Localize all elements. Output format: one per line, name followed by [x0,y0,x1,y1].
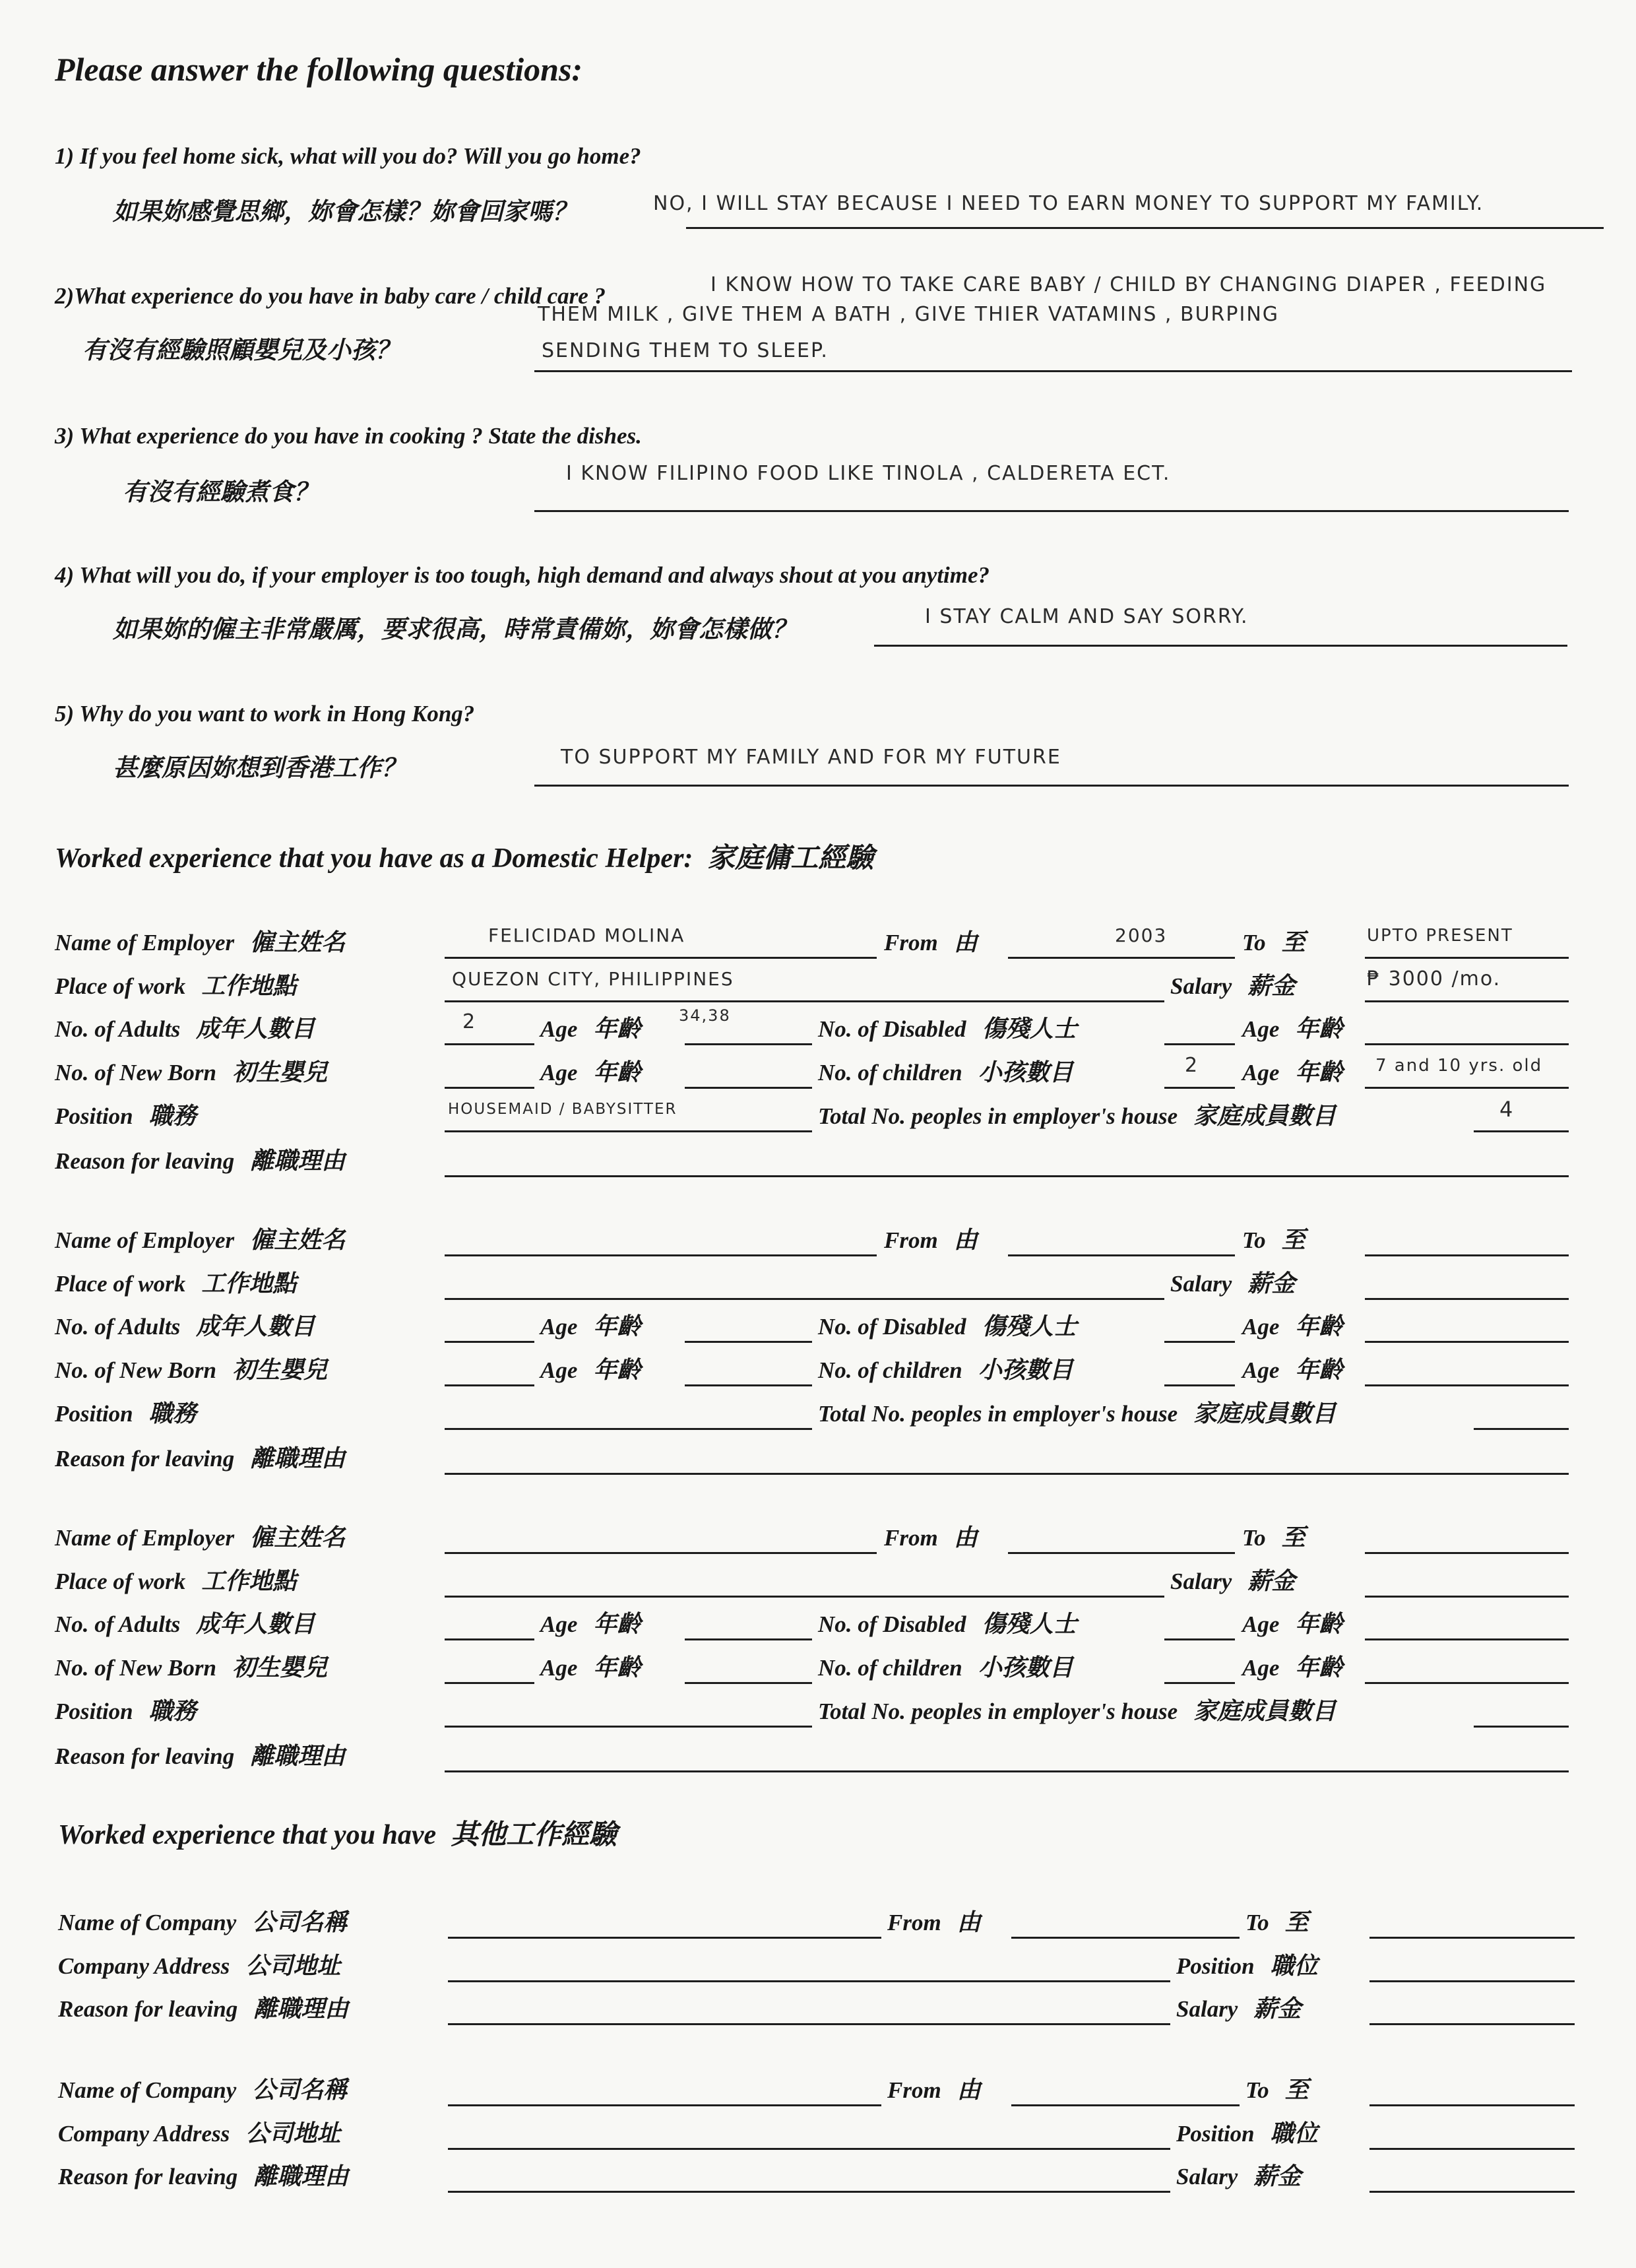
company-1-name-label [58,1906,347,1939]
employer-1-name-underline [445,957,877,959]
employer-1-newborn-label [55,1056,327,1089]
employer-1-to-underline [1365,957,1569,959]
employer-3-newborn-age-label-en: Age [540,1655,578,1681]
employer-2-name-label-en: Name of Employer [55,1227,235,1253]
employer-2-total-people-label-en: Total No. peoples in employer's house [818,1401,1178,1427]
employer-1-disabled-underline [1164,1043,1235,1045]
company-2-to-label-en: To [1245,2077,1269,2103]
domestic-helper-section-heading-zh: 家庭傭工經驗 [707,843,874,874]
employer-2-disabled-underline [1164,1341,1235,1343]
employer-3-name-underline [445,1552,877,1554]
employer-1-position-label-en: Position [55,1103,133,1129]
employer-3-adults-age-label [540,1607,641,1640]
employer-1-children-age-label-zh: 年齡 [1295,1059,1343,1085]
question-4-answer-underline [874,645,1567,647]
employer-2-place-label-zh: 工作地點 [201,1270,297,1297]
employer-1-salary-underline [1365,1000,1569,1002]
company-2-position-underline [1369,2148,1575,2150]
employer-1-newborn-underline [445,1087,534,1089]
employer-1-salary-label-zh: 薪金 [1247,973,1296,999]
employer-2-place-underline [445,1298,1164,1300]
employer-1-to-label [1242,926,1306,959]
employer-2-disabled-age-label-en: Age [1242,1314,1280,1340]
employer-2-disabled-label [818,1310,1077,1343]
employer-3-disabled-underline [1164,1638,1235,1640]
employer-1-adults-label-en: No. of Adults [55,1016,181,1042]
employer-1-place-label-en: Place of work [55,973,186,999]
employer-1-name-label [55,926,345,959]
employer-2-adults-underline [445,1341,534,1343]
employer-1-place-label-zh: 工作地點 [201,973,297,999]
employer-2-salary-underline [1365,1298,1569,1300]
employer-2-salary-label-en: Salary [1170,1271,1232,1297]
employer-2-reason-label [55,1442,345,1475]
employer-2-adults-label-en: No. of Adults [55,1314,181,1340]
employer-2-from-label-zh: 由 [953,1227,978,1253]
employer-3-newborn-age-underline [685,1682,812,1684]
employer-3-children-age-label [1242,1651,1342,1684]
company-1-salary-label-en: Salary [1176,1996,1238,2022]
employer-3-children-underline [1164,1682,1235,1684]
employer-3-from-label [884,1521,978,1554]
employer-3-position-underline [445,1726,812,1728]
employer-3-disabled-label [818,1607,1077,1640]
employer-2-to-underline [1365,1254,1569,1256]
employer-1-place-value: QUEZON CITY, PHILIPPINES [452,968,734,990]
employer-3-disabled-label-zh: 傷殘人士 [982,1611,1077,1637]
company-1-position-underline [1369,1980,1575,1982]
employer-1-newborn-age-underline [685,1087,812,1089]
company-1-reason-label [58,1992,348,2025]
company-1-salary-underline [1369,2023,1575,2025]
employer-2-name-label [55,1223,345,1256]
employer-3-to-underline [1365,1552,1569,1554]
employer-3-children-label [818,1651,1073,1684]
employer-1-adults-age-label [540,1012,641,1045]
domestic-helper-section-heading-en: Worked experience that you have as a Domestic Helper: [55,843,693,874]
employer-3-disabled-age-label-en: Age [1242,1611,1280,1637]
employer-1-children-underline [1164,1087,1235,1089]
employer-1-children-value: 2 [1185,1054,1199,1077]
employer-3-newborn-underline [445,1682,534,1684]
employer-2-newborn-age-label-en: Age [540,1357,578,1383]
employer-1-name-value: FELICIDAD MOLINA [488,924,685,946]
company-2-reason-label [58,2160,348,2193]
question-5-zh: 甚麼原因妳想到香港工作？ [113,755,406,782]
employer-3-total-people-label-en: Total No. peoples in employer's house [818,1699,1178,1724]
company-1-salary-label-zh: 薪金 [1253,1995,1302,2022]
company-1-address-underline [448,1980,1170,1982]
company-1-address-label [58,1949,340,1982]
employer-1-position-label [55,1099,197,1132]
employer-1-from-underline [1008,957,1235,959]
employer-2-newborn-age-label [540,1353,641,1386]
company-2-salary-underline [1369,2191,1575,2193]
employer-3-reason-label [55,1739,345,1772]
employer-1-newborn-age-label-en: Age [540,1060,578,1085]
question-5-text: 5) Why do you want to work in Hong Kong? [55,701,475,727]
employer-1-from-label-zh: 由 [953,929,978,956]
company-2-position-label-zh: 職位 [1270,2120,1318,2147]
employer-1-reason-label-en: Reason for leaving [55,1148,235,1174]
company-2-address-underline [448,2148,1170,2150]
employer-2-disabled-age-underline [1365,1341,1569,1343]
company-1-position-label-zh: 職位 [1270,1953,1318,1979]
employer-1-place-label [55,969,296,1002]
employer-3-children-label-zh: 小孩數目 [978,1654,1073,1681]
employer-2-children-age-label [1242,1353,1342,1386]
employer-1-position-value: HOUSEMAID / BABYSITTER [448,1101,677,1118]
employer-3-reason-label-en: Reason for leaving [55,1743,235,1769]
employer-3-adults-label-zh: 成年人數目 [196,1611,315,1637]
employer-3-adults-age-underline [685,1638,812,1640]
company-2-to-underline [1369,2104,1575,2106]
employer-3-disabled-age-label-zh: 年齡 [1295,1611,1343,1637]
employer-2-reason-label-en: Reason for leaving [55,1446,235,1472]
employer-3-children-age-label-zh: 年齡 [1295,1654,1343,1681]
company-2-to-label-zh: 至 [1284,2077,1309,2103]
employer-1-disabled-age-label [1242,1012,1342,1045]
question-1-answer: NO, I WILL STAY BECAUSE I NEED TO EARN MONEY TO SUPPORT MY FAMILY. [653,192,1484,215]
employer-2-salary-label-zh: 薪金 [1247,1270,1296,1297]
employer-3-disabled-age-underline [1365,1638,1569,1640]
other-experience-section-heading-zh: 其他工作經驗 [451,1820,617,1850]
question-2-text: 2)What experience do you have in baby care / child care ? [55,283,606,309]
employer-2-to-label-zh: 至 [1281,1227,1306,1253]
company-2-address-label-zh: 公司地址 [245,2120,341,2147]
question-4-text: 4) What will you do, if your employer is too tough, high demand and always shout at you anytime? [55,562,990,588]
employer-1-newborn-label-zh: 初生嬰兒 [232,1059,328,1085]
employer-3-place-label-zh: 工作地點 [201,1568,297,1594]
employer-1-from-value: 2003 [1115,924,1168,946]
employer-2-place-label [55,1267,296,1300]
employer-2-position-label-zh: 職務 [148,1400,197,1427]
employer-1-salary-label [1170,969,1295,1002]
company-2-salary-label [1176,2160,1301,2193]
employer-3-newborn-age-label-zh: 年齡 [593,1654,641,1681]
employer-1-adults-age-label-en: Age [540,1016,578,1042]
employer-1-to-label-en: To [1242,930,1266,956]
employer-2-to-label [1242,1223,1306,1256]
employer-2-newborn-label [55,1353,327,1386]
employer-3-place-underline [445,1596,1164,1598]
employer-3-to-label-en: To [1242,1525,1266,1551]
employer-3-from-underline [1008,1552,1235,1554]
employer-2-from-label-en: From [884,1227,938,1253]
employer-2-children-age-underline [1365,1384,1569,1386]
employer-3-newborn-label [55,1651,327,1684]
employer-2-name-label-zh: 僱主姓名 [250,1227,346,1253]
employer-3-salary-underline [1365,1596,1569,1598]
employer-1-to-value: UPTO PRESENT [1367,926,1513,946]
employer-3-place-label [55,1565,296,1598]
company-1-name-underline [448,1937,881,1939]
employer-2-position-label [55,1397,197,1430]
other-experience-section-heading [58,1817,617,1854]
employer-2-children-label [818,1353,1073,1386]
company-1-from-underline [1011,1937,1240,1939]
employer-2-salary-label [1170,1267,1295,1300]
employer-3-children-age-underline [1365,1682,1569,1684]
employer-3-salary-label-en: Salary [1170,1569,1232,1594]
company-1-to-label-zh: 至 [1284,1909,1309,1935]
employer-3-place-label-en: Place of work [55,1569,186,1594]
domestic-helper-section-heading [55,840,873,877]
employer-1-total-people-value: 4 [1499,1097,1515,1122]
employer-3-name-label-en: Name of Employer [55,1525,235,1551]
employer-2-reason-underline [445,1473,1569,1475]
company-2-name-label [58,2073,347,2106]
employer-1-from-label-en: From [884,930,938,956]
employer-1-newborn-age-label [540,1056,641,1089]
employer-1-children-age-label-en: Age [1242,1060,1280,1085]
employer-3-children-label-en: No. of children [818,1655,962,1681]
employer-1-adults-value: 2 [462,1010,477,1033]
employer-2-total-people-label-zh: 家庭成員數目 [1193,1400,1337,1427]
company-2-from-underline [1011,2104,1240,2106]
company-1-salary-label [1176,1992,1301,2025]
question-2-zh: 有沒有經驗照顧嬰兒及小孩？ [82,337,400,364]
employer-2-adults-age-underline [685,1341,812,1343]
employer-1-place-underline [445,1000,1164,1002]
employer-1-adults-age-underline [685,1043,812,1045]
company-2-from-label [887,2073,981,2106]
employer-2-place-label-en: Place of work [55,1271,186,1297]
company-2-salary-label-zh: 薪金 [1253,2163,1302,2189]
employer-1-children-label-en: No. of children [818,1060,962,1085]
company-2-address-label-en: Company Address [58,2121,230,2147]
company-1-to-underline [1369,1937,1575,1939]
question-2-answer-line-1: I KNOW HOW TO TAKE CARE BABY / CHILD BY CHANGING DIAPER , FEEDING [710,273,1547,296]
employer-3-to-label-zh: 至 [1281,1524,1306,1551]
employer-3-salary-label [1170,1565,1295,1598]
employer-3-position-label-en: Position [55,1699,133,1724]
question-1-answer-underline [686,227,1604,229]
employer-3-adults-age-label-zh: 年齡 [593,1611,641,1637]
employer-1-name-label-zh: 僱主姓名 [250,929,346,956]
employer-2-position-underline [445,1428,812,1430]
employer-2-total-people-underline [1474,1428,1569,1430]
question-5-answer-underline [534,785,1569,787]
employer-1-position-underline [445,1130,812,1132]
employer-2-disabled-label-en: No. of Disabled [818,1314,966,1340]
employer-2-newborn-label-en: No. of New Born [55,1357,217,1383]
employer-2-total-people-label [818,1397,1336,1430]
employer-1-disabled-label-zh: 傷殘人士 [982,1016,1077,1042]
employer-3-adults-underline [445,1638,534,1640]
company-1-address-label-zh: 公司地址 [245,1953,341,1979]
employer-2-adults-label [55,1310,315,1343]
other-experience-section-heading-en: Worked experience that you have [58,1820,437,1850]
employer-1-salary-value: ₱ 3000 /mo. [1367,967,1501,990]
question-3-answer-underline [534,510,1569,512]
employer-1-disabled-age-underline [1365,1043,1569,1045]
question-3-zh: 有沒有經驗煮食？ [123,479,318,506]
company-1-position-label [1176,1949,1318,1982]
company-2-from-label-zh: 由 [957,2077,981,2103]
employer-1-disabled-label [818,1012,1077,1045]
employer-3-adults-label [55,1607,315,1640]
question-2-answer-line-2: THEM MILK , GIVE THEM A BATH , GIVE THIER VATAMINS , BURPING [538,303,1280,326]
employer-2-newborn-age-label-zh: 年齡 [593,1357,641,1383]
employer-1-adults-age-label-zh: 年齡 [593,1016,641,1042]
employer-2-adults-age-label-en: Age [540,1314,578,1340]
question-3-text: 3) What experience do you have in cooking ? State the dishes. [55,423,642,449]
employer-2-newborn-age-underline [685,1384,812,1386]
employer-1-to-label-zh: 至 [1281,929,1306,956]
employer-1-adults-label [55,1012,315,1045]
employer-2-children-label-zh: 小孩數目 [978,1357,1073,1383]
employer-1-disabled-age-label-en: Age [1242,1016,1280,1042]
employer-2-disabled-label-zh: 傷殘人士 [982,1313,1077,1340]
employer-1-reason-underline [445,1175,1569,1177]
question-1-text: 1) If you feel home sick, what will you do? Will you go home? [55,143,641,169]
company-1-reason-label-en: Reason for leaving [58,1996,238,2022]
employer-1-salary-label-en: Salary [1170,973,1232,999]
employer-2-children-age-label-en: Age [1242,1357,1280,1383]
employer-3-to-label [1242,1521,1306,1554]
company-2-reason-label-en: Reason for leaving [58,2164,238,2189]
employer-2-reason-label-zh: 離職理由 [250,1445,346,1472]
company-1-name-label-en: Name of Company [58,1910,237,1935]
page-heading: Please answer the following questions: [55,51,583,88]
employer-1-reason-label-zh: 離職理由 [250,1148,346,1174]
employer-1-total-people-underline [1474,1130,1569,1132]
employer-1-children-age-value: 7 and 10 yrs. old [1375,1056,1543,1076]
employer-2-adults-age-label-zh: 年齡 [593,1313,641,1340]
company-2-reason-label-zh: 離職理由 [253,2163,349,2189]
employer-3-total-people-underline [1474,1726,1569,1728]
employer-1-adults-age-value: 34,38 [679,1006,731,1025]
employer-3-children-age-label-en: Age [1242,1655,1280,1681]
employer-1-children-label [818,1056,1073,1089]
employer-1-position-label-zh: 職務 [148,1103,197,1129]
employer-1-disabled-label-en: No. of Disabled [818,1016,966,1042]
employer-1-from-label [884,926,978,959]
employer-2-newborn-underline [445,1384,534,1386]
employer-3-from-label-en: From [884,1525,938,1551]
company-1-reason-label-zh: 離職理由 [253,1995,349,2022]
company-1-to-label [1245,1906,1309,1939]
company-1-to-label-en: To [1245,1910,1269,1935]
company-1-address-label-en: Company Address [58,1953,230,1979]
employer-3-reason-label-zh: 離職理由 [250,1743,346,1769]
company-1-name-label-zh: 公司名稱 [252,1909,348,1935]
employer-1-disabled-age-label-zh: 年齡 [1295,1016,1343,1042]
company-2-name-underline [448,2104,881,2106]
employer-1-children-age-underline [1365,1087,1569,1089]
employer-2-children-age-label-zh: 年齡 [1295,1357,1343,1383]
employer-3-adults-label-en: No. of Adults [55,1611,181,1637]
employer-1-children-label-zh: 小孩數目 [978,1059,1073,1085]
employer-2-children-underline [1164,1384,1235,1386]
question-1-zh: 如果妳感覺思鄉，妳會怎樣？妳會回家嗎？ [113,199,577,226]
company-1-reason-underline [448,2023,1170,2025]
employer-2-to-label-en: To [1242,1227,1266,1253]
question-4-answer: I STAY CALM AND SAY SORRY. [925,605,1249,628]
company-2-address-label [58,2117,340,2150]
employer-1-adults-label-zh: 成年人數目 [196,1016,315,1042]
company-2-position-label-en: Position [1176,2121,1255,2147]
employer-2-children-label-en: No. of children [818,1357,962,1383]
employer-3-from-label-zh: 由 [953,1524,978,1551]
employer-2-newborn-label-zh: 初生嬰兒 [232,1357,328,1383]
employer-1-reason-label [55,1144,345,1177]
employer-2-disabled-age-label-zh: 年齡 [1295,1313,1343,1340]
question-2-answer-underline [534,370,1572,372]
employer-3-total-people-label [818,1695,1336,1728]
company-2-position-label [1176,2117,1318,2150]
question-4-zh: 如果妳的僱主非常嚴厲，要求很高，時常責備妳，妳會怎樣做？ [113,616,796,643]
employer-2-adults-age-label [540,1310,641,1343]
employer-3-adults-age-label-en: Age [540,1611,578,1637]
company-2-salary-label-en: Salary [1176,2164,1238,2189]
employer-2-from-label [884,1223,978,1256]
question-2-answer-line-3: SENDING THEM TO SLEEP. [542,339,829,362]
employer-1-total-people-label-zh: 家庭成員數目 [1193,1103,1337,1129]
employer-2-disabled-age-label [1242,1310,1342,1343]
company-1-from-label-zh: 由 [957,1909,981,1935]
employer-3-total-people-label-zh: 家庭成員數目 [1193,1698,1337,1724]
question-3-answer: I KNOW FILIPINO FOOD LIKE TINOLA , CALDERETA ECT. [566,462,1171,485]
employer-1-newborn-age-label-zh: 年齡 [593,1059,641,1085]
company-1-from-label-en: From [887,1910,941,1935]
employer-1-name-label-en: Name of Employer [55,930,235,956]
employer-1-adults-underline [445,1043,534,1045]
employer-2-name-underline [445,1254,877,1256]
company-2-name-label-en: Name of Company [58,2077,237,2103]
company-1-position-label-en: Position [1176,1953,1255,1979]
employer-2-adults-label-zh: 成年人數目 [196,1313,315,1340]
question-5-answer: TO SUPPORT MY FAMILY AND FOR MY FUTURE [561,746,1061,769]
employer-1-total-people-label-en: Total No. peoples in employer's house [818,1103,1178,1129]
employer-2-from-underline [1008,1254,1235,1256]
company-2-reason-underline [448,2191,1170,2193]
employer-2-position-label-en: Position [55,1401,133,1427]
company-2-from-label-en: From [887,2077,941,2103]
company-2-name-label-zh: 公司名稱 [252,2077,348,2103]
employer-3-newborn-label-en: No. of New Born [55,1655,217,1681]
employer-3-name-label-zh: 僱主姓名 [250,1524,346,1551]
company-1-from-label [887,1906,981,1939]
employer-3-position-label [55,1695,197,1728]
employer-3-reason-underline [445,1770,1569,1772]
employer-1-newborn-label-en: No. of New Born [55,1060,217,1085]
employer-1-children-age-label [1242,1056,1342,1089]
employer-3-name-label [55,1521,345,1554]
company-2-to-label [1245,2073,1309,2106]
employer-3-salary-label-zh: 薪金 [1247,1568,1296,1594]
employer-3-newborn-label-zh: 初生嬰兒 [232,1654,328,1681]
employer-3-position-label-zh: 職務 [148,1698,197,1724]
employer-3-disabled-age-label [1242,1607,1342,1640]
employer-1-total-people-label [818,1099,1336,1132]
employer-3-newborn-age-label [540,1651,641,1684]
employer-3-disabled-label-en: No. of Disabled [818,1611,966,1637]
